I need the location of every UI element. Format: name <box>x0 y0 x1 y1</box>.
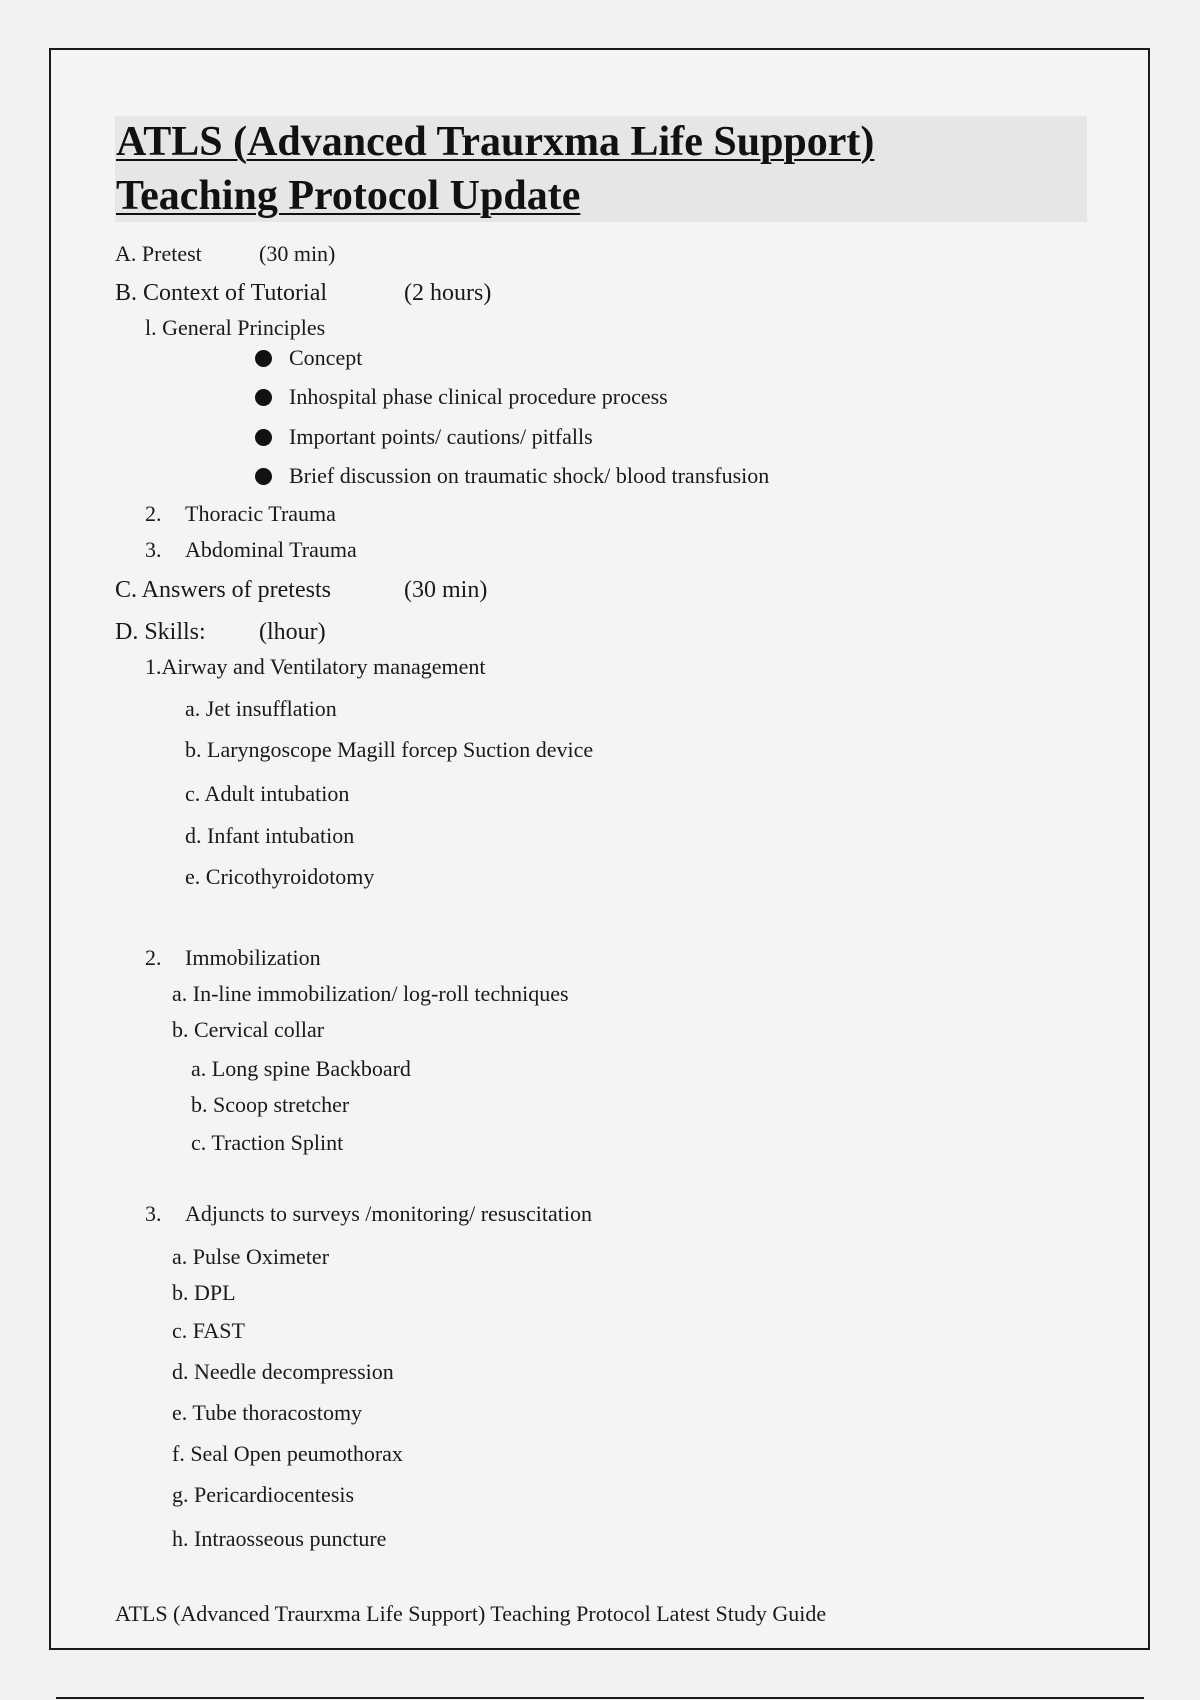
title-line-1: ATLS (Advanced Traurxma Life Support) <box>116 119 875 165</box>
section-d-duration: (lhour) <box>259 619 326 645</box>
skill-1-item: b. Laryngoscope Magill forcep Suction device <box>185 737 594 762</box>
section-b-item-1: l. General Principles <box>145 315 326 340</box>
bullet-icon <box>255 389 272 406</box>
bullet-icon <box>255 429 272 446</box>
bullet-icon <box>255 350 272 367</box>
skill-2-subitem: b. Scoop stretcher <box>191 1092 350 1117</box>
skill-3-number: 3. <box>145 1201 162 1226</box>
section-b-item-3: Abdominal Trauma <box>185 537 357 562</box>
bullet-item: Inhospital phase clinical procedure process <box>289 384 668 409</box>
section-b-item-2-number: 2. <box>145 501 162 526</box>
skill-3-title: Adjuncts to surveys /monitoring/ resuscitation <box>185 1201 592 1226</box>
section-c-duration: (30 min) <box>404 577 488 603</box>
section-b-item-2: Thoracic Trauma <box>185 501 336 526</box>
section-b-label: B. Context of Tutorial <box>115 280 328 306</box>
skill-2-item: a. In-line immobilization/ log-roll techniques <box>172 981 569 1006</box>
section-c-label: C. Answers of pretests <box>115 577 331 603</box>
skill-2-number: 2. <box>145 945 162 970</box>
skill-1-item: c. Adult intubation <box>185 781 350 806</box>
page-footer: ATLS (Advanced Traurxma Life Support) Teaching Protocol Latest Study Guide <box>115 1601 827 1626</box>
bullet-item: Important points/ cautions/ pitfalls <box>289 424 593 449</box>
section-a-duration: (30 min) <box>259 241 336 266</box>
skill-3-item: a. Pulse Oximeter <box>172 1244 330 1269</box>
skill-1-title: 1.Airway and Ventilatory management <box>145 654 486 679</box>
skill-1-item: d. Infant intubation <box>185 823 355 848</box>
section-b-item-3-number: 3. <box>145 537 162 562</box>
skill-1-item: e. Cricothyroidotomy <box>185 864 375 889</box>
skill-2-item: b. Cervical collar <box>172 1017 325 1042</box>
section-a-label: A. Pretest <box>115 241 202 266</box>
bullet-item: Brief discussion on traumatic shock/ blood transfusion <box>289 463 770 488</box>
skill-3-item: g. Pericardiocentesis <box>172 1482 355 1507</box>
bullet-icon <box>255 468 272 485</box>
skill-3-item: h. Intraosseous puncture <box>172 1526 387 1551</box>
skill-3-item: e. Tube thoracostomy <box>172 1400 363 1425</box>
skill-2-subitem: a. Long spine Backboard <box>191 1056 411 1081</box>
section-b-duration: (2 hours) <box>404 280 492 306</box>
skill-2-subitem: c. Traction Splint <box>191 1130 344 1155</box>
skill-3-item: c. FAST <box>172 1318 245 1343</box>
section-d-label: D. Skills: <box>115 619 206 645</box>
skill-3-item: d. Needle decompression <box>172 1359 394 1384</box>
skill-3-item: f. Seal Open peumothorax <box>172 1441 403 1466</box>
skill-2-title: Immobilization <box>185 945 321 970</box>
bullet-item: Concept <box>289 345 363 370</box>
skill-1-item: a. Jet insufflation <box>185 696 337 721</box>
page-bottom-rule <box>56 1697 1144 1699</box>
title-line-2: Teaching Protocol Update <box>116 173 581 219</box>
skill-3-item: b. DPL <box>172 1280 236 1305</box>
